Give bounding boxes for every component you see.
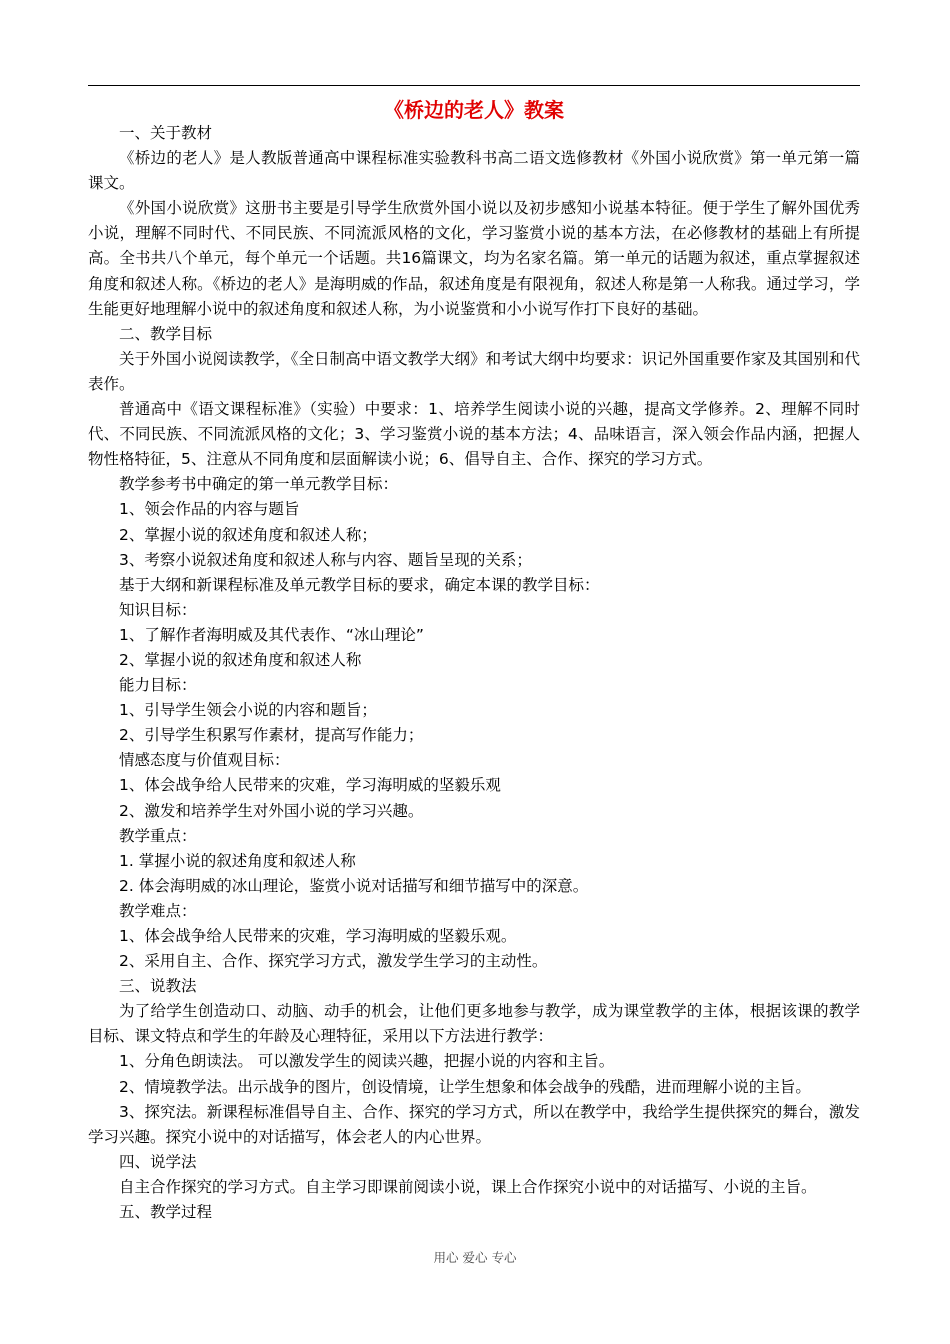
list-item: 2、采用自主、合作、探究学习方式，激发学生学习的主动性。 <box>119 952 548 971</box>
document-body <box>88 121 860 1225</box>
section-heading: 四、说学法 <box>119 1152 197 1171</box>
list-item: 2、掌握小说的叙述角度和叙述人称； <box>119 525 377 544</box>
subheading: 教学难点： <box>119 901 197 920</box>
list-item: 3、考察小说叙述角度和叙述人称与内容、题旨呈现的关系； <box>119 550 532 569</box>
paragraph: 自主合作探究的学习方式。自主学习即课前阅读小说，课上合作探究小说中的对话描写、小说的主旨。 <box>119 1177 817 1196</box>
list-item: 2、情境教学法。出示战争的图片，创设情境，让学生想象和体会战争的残酷，进而理解小说的主旨。 <box>119 1077 811 1096</box>
list-item: 1、体会战争给人民带来的灾难，学习海明威的坚毅乐观 <box>119 776 501 795</box>
paragraph: 关于外国小说阅读教学，《全日制高中语文教学大纲》和考试大纲中均要求：识记外国重要作家及其国别和代表作。 <box>88 349 860 393</box>
list-item: 1. 掌握小说的叙述角度和叙述人称 <box>119 851 356 870</box>
list-item: 3、探究法。新课程标准倡导自主、合作、探究的学习方式，所以在教学中，我给学生提供探究的舞台，激发学习兴趣。探究小说中的对话描写，体会老人的内心世界。 <box>88 1102 860 1146</box>
paragraph: 教学参考书中确定的第一单元教学目标： <box>119 475 399 494</box>
section-heading: 三、说教法 <box>119 977 197 996</box>
document-title: 《桥边的老人》教案 <box>384 98 564 122</box>
section-heading: 一、关于教材 <box>119 124 213 142</box>
paragraph: 《桥边的老人》是人教版普通高中课程标准实验教科书高二语文选修教材《外国小说欣赏》第一单元第一篇课文。 <box>88 149 860 193</box>
list-item: 1、引导学生领会小说的内容和题旨； <box>119 701 377 720</box>
paragraph: 为了给学生创造动口、动脑、动手的机会，让他们更多地参与教学，成为课堂教学的主体，根据该课的教学目标、课文特点和学生的年龄及心理特征，采用以下方法进行教学： <box>88 1002 860 1046</box>
header-rule <box>88 85 860 86</box>
paragraph: 普通高中《语文课程标准》（实验）中要求：1、培养学生阅读小说的兴趣，提高文学修养。2、理解不同时代、不同民族、不同流派风格的文化；3、学习鉴赏小说的基本方法；4、品味语言，深入领会作品内涵，把握人物性格特征，5、注意从不同角度和层面解读小说；6、倡导自主、合作、探究的学习方式。 <box>88 400 860 469</box>
list-item: 1、分角色朗读法。 可以激发学生的阅读兴趣，把握小说的内容和主旨。 <box>119 1052 615 1071</box>
page-footer: 用心 爱心 专心 <box>433 1250 517 1265</box>
list-item: 2、掌握小说的叙述角度和叙述人称 <box>119 650 362 669</box>
subheading: 能力目标： <box>119 676 197 695</box>
subheading: 知识目标： <box>119 600 197 619</box>
list-item: 2、引导学生积累写作素材，提高写作能力； <box>119 726 424 745</box>
list-item: 2. 体会海明威的冰山理论，鉴赏小说对话描写和细节描写中的深意。 <box>119 876 589 895</box>
paragraph: 《外国小说欣赏》这册书主要是引导学生欣赏外国小说以及初步感知小说基本特征。便于学生了解外国优秀小说，理解不同时代、不同民族、不同流派风格的文化，学习鉴赏小说的基本方法，在必修教材的基础上有所提高。全书共八个单元，每个单元一个话题。共16篇课文，均为名家名篇。第一单元的话题为叙述，重点掌握叙述角度和叙述人称。《桥边的老人》是海明威的作品，叙述角度是有限视角，叙述人称是第一人称我。通过学习，学生能更好地理解小说中的叙述角度和叙述人称，为小说鉴赏和小小说写作打下良好的基础。 <box>88 199 860 318</box>
section-heading: 二、教学目标 <box>119 324 213 343</box>
subheading: 情感态度与价值观目标： <box>119 751 290 770</box>
list-item: 2、激发和培养学生对外国小说的学习兴趣。 <box>119 801 424 820</box>
section-heading: 五、教学过程 <box>119 1203 213 1222</box>
list-item: 1、了解作者海明威及其代表作、“冰山理论” <box>119 625 424 644</box>
list-item: 1、体会战争给人民带来的灾难，学习海明威的坚毅乐观。 <box>119 927 517 945</box>
subheading: 教学重点： <box>119 826 197 845</box>
list-item: 1、领会作品的内容与题旨 <box>119 500 300 519</box>
paragraph: 基于大纲和新课程标准及单元教学目标的要求，确定本课的教学目标： <box>119 575 600 594</box>
